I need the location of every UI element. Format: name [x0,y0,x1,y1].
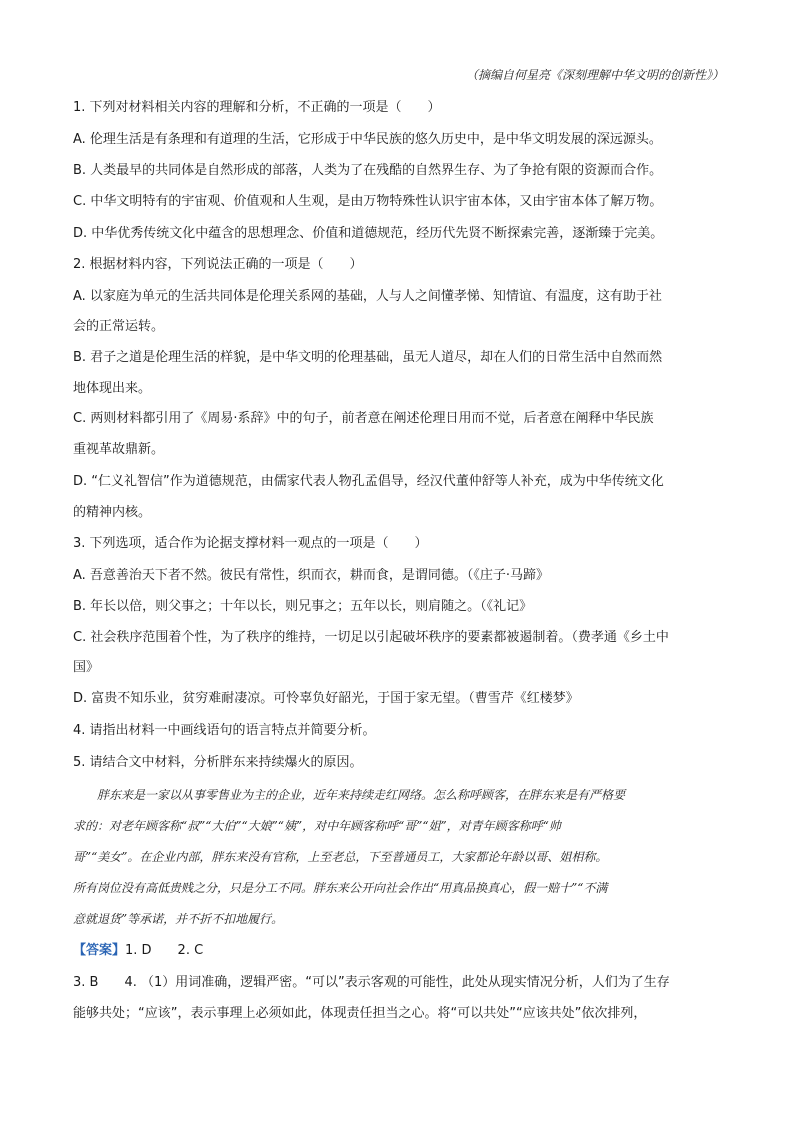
question-3-option-b: B. 年长以倍，则父事之；十年以长，则兄事之；五年以长，则肩随之。（《礼记》 [73,599,533,614]
answer-choices: 1. D 2. C [125,943,204,958]
passage-line-5: 意就退货”等承诺，并不折不扣地履行。 [73,912,284,926]
passage-line-2: 求的：对老年顾客称“叔”“大伯”“大娘”“姨”，对中年顾客称呼“哥”“姐”，对青年顾客称呼“帅 [73,819,561,833]
question-3-option-a: A. 吾意善治天下者不然。彼民有常性，织而衣，耕而食，是谓同德。（《庄子·马蹄》 [73,568,550,583]
question-5-stem: 5. 请结合文中材料，分析胖东来持续爆火的原因。 [73,755,363,770]
question-2-option-d-line2: 的精神内核。 [73,505,152,520]
question-2-option-b-line1: B. 君子之道是伦理生活的样貌，是中华文明的伦理基础，虽无人道尽，却在人们的日常生活中自然而然 [73,350,663,365]
question-3-option-d: D. 富贵不知乐业，贫穷难耐凄凉。可怜辜负好韶光，于国于家无望。（曹雪芹《红楼梦》 [73,691,579,706]
passage-line-1: 胖东来是一家以从事零售业为主的企业，近年来持续走红网络。怎么称呼顾客，在胖东来是有严格要 [97,788,626,802]
question-3-option-c-line1: C. 社会秩序范围着个性，为了秩序的维持，一切足以引起破坏秩序的要素都被遏制着。（费孝通《乡土中 [73,630,669,645]
question-1-option-b: B. 人类最早的共同体是自然形成的部落，人类为了在残酷的自然界生存、为了争抢有限的资源而合作。 [73,163,663,178]
question-2-option-c-line1: C. 两则材料都引用了《周易·系辞》中的句子，前者意在阐述伦理日用而不觉，后者意在阐释中华民族 [73,411,654,426]
passage-line-4: 所有岗位没有高低贵贱之分，只是分工不同。胖东来公开向社会作出“用真品换真心，假一赔十”“不满 [73,881,608,895]
question-2-option-b-line2: 地体现出来。 [73,381,152,396]
question-4-stem: 4. 请指出材料一中画线语句的语言特点并简要分析。 [73,723,376,738]
source-citation: （摘编自何星亮《深刻理解中华文明的创新性》） [465,68,724,82]
question-2-option-a-line1: A. 以家庭为单元的生活共同体是伦理关系网的基础，人与人之间懂孝悌、知情谊、有温度，这有助于社 [73,289,662,304]
passage-line-3: 哥”“美女”。在企业内部，胖东来没有官称，上至老总，下至普通员工，大家都论年龄以哥、姐相称。 [73,850,608,864]
answer-line-3: 能够共处；“应该”，表示事理上必须如此，体现责任担当之心。将“可以共处”“应该共处”依次排列， [73,1006,647,1021]
answer-line-1 [73,942,733,960]
question-1-option-d: D. 中华优秀传统文化中蕴含的思想理念、价值和道德规范，经历代先贤不断探索完善，逐渐臻于完美。 [73,226,664,241]
question-3-stem: 3. 下列选项，适合作为论据支撑材料一观点的一项是（ ） [73,536,428,551]
question-2-stem: 2. 根据材料内容，下列说法正确的一项是（ ） [73,257,363,272]
question-2-option-c-line2: 重视革故鼎新。 [73,442,165,457]
question-1-option-c: C. 中华文明特有的宇宙观、价值观和人生观，是由万物特殊性认识宇宙本体，又由宇宙本体了解万物。 [73,194,663,209]
answer-line-2: 3. B 4. （1）用词准确，逻辑严密。“可以”表示客观的可能性，此处从现实情况分析，人们为了生存 [73,975,670,990]
question-3-option-c-line2: 国》 [73,660,100,675]
question-2-option-d-line1: D. “仁义礼智信”作为道德规范，由儒家代表人物孔孟倡导，经汉代董仲舒等人补充，成为中华传统文化 [73,474,664,489]
question-1-option-a: A. 伦理生活是有条理和有道理的生活，它形成于中华民族的悠久历史中，是中华文明发展的深远源头。 [73,132,662,147]
answer-tag: 【答案】 [73,943,126,958]
question-1-stem: 1. 下列对材料相关内容的理解和分析，不正确的一项是（ ） [73,100,441,115]
question-2-option-a-line2: 会的正常运转。 [73,319,165,334]
